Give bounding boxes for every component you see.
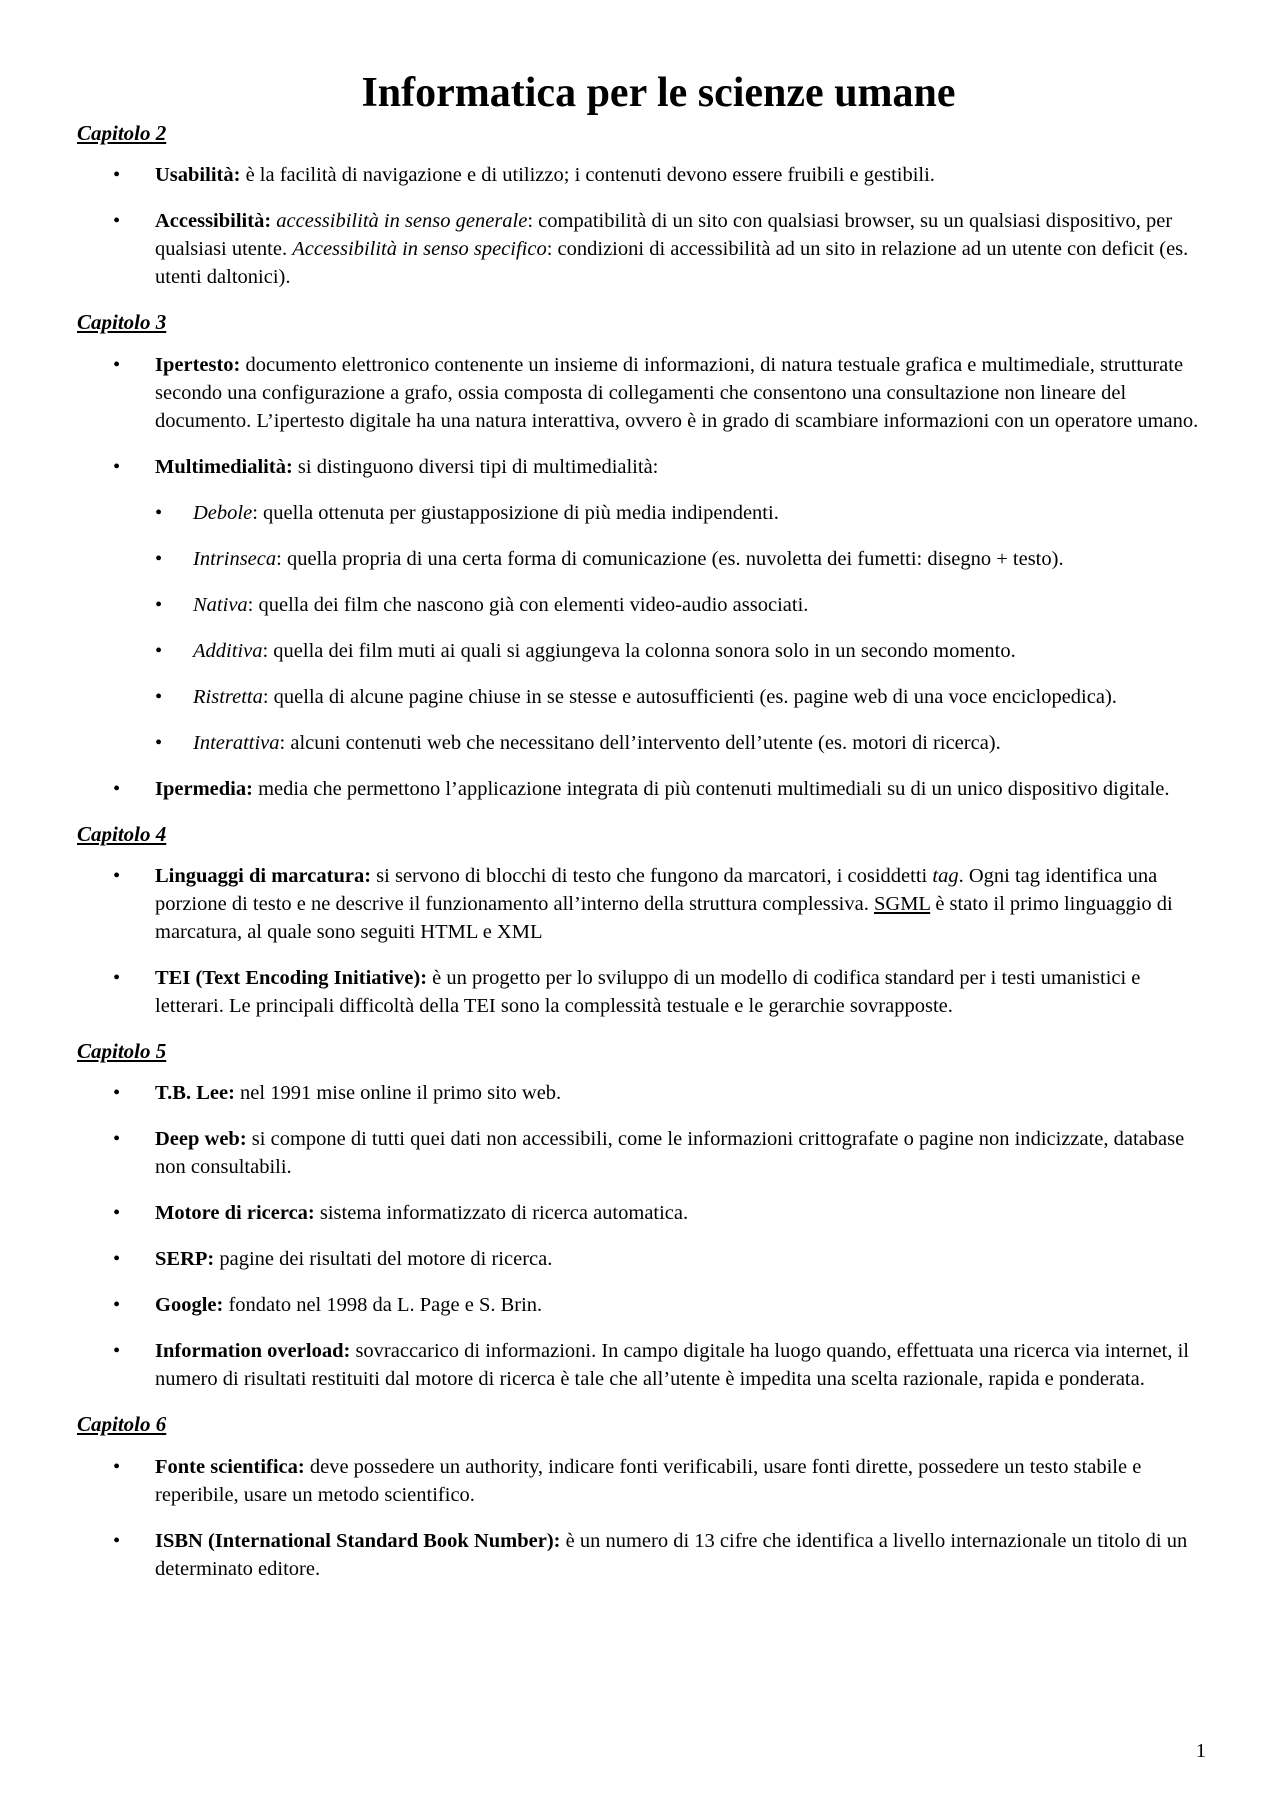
definition-linguaggi-part3: è stato il primo linguaggio di marcatura, al quale sono seguiti HTML e XML [155, 893, 1173, 944]
list-item [77, 1291, 1210, 1319]
definition-ristretta: : quella di alcune pagine chiuse in se stesse e autosufficienti (es. pagine web di una voce enciclopedica). [262, 685, 1117, 708]
italic-accessibilita-generale: accessibilità in senso generale [276, 210, 528, 233]
term-isbn: ISBN (International Standard Book Number): [155, 1529, 561, 1552]
term-google: Google: [155, 1294, 224, 1317]
term-information-overload: Information overload: [155, 1340, 351, 1363]
term-additiva: Additiva [193, 639, 263, 662]
term-nativa: Nativa [193, 593, 248, 616]
list-item-accessibilita [77, 207, 1210, 291]
chapter-6-list [77, 1453, 1210, 1583]
term-interattiva: Interattiva [193, 731, 280, 754]
list-item [77, 1199, 1210, 1227]
list-item [77, 1125, 1210, 1181]
chapter-heading-5: Capitolo 5 [77, 1039, 167, 1064]
sub-item-debole [155, 499, 1210, 527]
term-ipertesto: Ipertesto: [155, 353, 241, 376]
definition-serp: pagine dei risultati del motore di ricerca. [214, 1248, 553, 1271]
term-debole: Debole [193, 501, 253, 524]
sub-item-intrinseca [155, 545, 1210, 573]
term-ipermedia: Ipermedia: [155, 777, 253, 800]
list-item-ipermedia [77, 775, 1210, 803]
list-item [77, 1245, 1210, 1273]
term-multimedialita: Multimedialità: [155, 455, 293, 478]
underlined-sgml: SGML [873, 893, 931, 916]
definition-accessibilita-specifico: : condizioni di accessibilità ad un sito in relazione ad un utente con deficit (es. utenti daltonici). [155, 238, 1189, 289]
term-deep-web: Deep web: [155, 1128, 247, 1151]
list-item-multimedialita [77, 453, 1210, 757]
list-item [77, 1337, 1210, 1393]
definition-tb-lee: nel 1991 mise online il primo sito web. [234, 1082, 562, 1105]
definition-linguaggi-part1: si servono di blocchi di testo che fungono da marcatori, i cosiddetti [371, 865, 933, 888]
term-intrinseca: Intrinseca [193, 547, 277, 570]
list-item-linguaggi-marcatura [77, 862, 1210, 946]
sub-item-interattiva [155, 729, 1210, 757]
page-number: 1 [1195, 1740, 1206, 1762]
term-accessibilita: Accessibilità: [155, 210, 272, 233]
chapter-heading-4: Capitolo 4 [77, 821, 167, 846]
sub-item-ristretta [155, 683, 1210, 711]
chapter-heading-2: Capitolo 2 [77, 121, 167, 146]
definition-motore-ricerca: sistema informatizzato di ricerca automatica. [314, 1202, 689, 1225]
term-ristretta: Ristretta [193, 685, 263, 708]
term-linguaggi-marcatura: Linguaggi di marcatura: [155, 865, 372, 888]
chapter-5-list [77, 1079, 1210, 1393]
list-item-usabilita [77, 161, 1210, 189]
term-serp: SERP: [155, 1248, 215, 1271]
definition-tei: è un progetto per lo sviluppo di un modello di codifica standard per i testi umanistici e letterari. Le principali difficoltà della TEI sono la complessità testuale e le gerarchie sovrapposte. [155, 967, 1141, 1018]
chapter-heading-3: Capitolo 3 [77, 310, 167, 335]
definition-interattiva: : alcuni contenuti web che necessitano dell’intervento dell’utente (es. motori di ricerca). [279, 731, 1001, 754]
list-item [77, 1453, 1210, 1509]
definition-deep-web: si compone di tutti quei dati non accessibili, come le informazioni crittografate o pagine non indicizzate, database non consultabili. [155, 1128, 1185, 1179]
term-motore-ricerca: Motore di ricerca: [155, 1202, 315, 1225]
chapter-2-list [77, 161, 1210, 291]
definition-ipertesto: documento elettronico contenente un insieme di informazioni, di natura testuale grafica e multimediale, strutturate secondo una configurazione a grafo, ossia composta di collegamenti che consentono una consultazione non lineare del documento. L’ipertesto digitale ha una natura interattiva, ovvero è in grado di scambiare informazioni con un operatore umano. [155, 353, 1199, 432]
definition-isbn: è un numero di 13 cifre che identifica a livello internazionale un titolo di un determinato editore. [155, 1529, 1188, 1580]
definition-multimedialita: si distinguono diversi tipi di multimedialità: [292, 455, 659, 478]
term-fonte-scientifica: Fonte scientifica: [155, 1455, 305, 1478]
italic-accessibilita-specifico: Accessibilità in senso specifico [292, 238, 547, 261]
list-item [77, 1527, 1210, 1583]
sub-item-nativa [155, 591, 1210, 619]
definition-information-overload: sovraccarico di informazioni. In campo digitale ha luogo quando, effettuata una ricerca via internet, il numero di risultati restituiti dal motore di ricerca è tale che all’utente è impedita una scelta razionale, rapida e ponderata. [155, 1340, 1189, 1391]
list-item [77, 1079, 1210, 1107]
definition-fonte-scientifica: deve possedere un authority, indicare fonti verificabili, usare fonti dirette, possedere un testo stabile e reperibile, usare un metodo scientifico. [155, 1455, 1142, 1506]
definition-additiva: : quella dei film muti ai quali si aggiungeva la colonna sonora solo in un secondo momento. [262, 639, 1016, 662]
definition-linguaggi-part2: . Ogni tag identifica una porzione di testo e ne descrive il funzionamento all’interno della struttura complessiva. [155, 865, 1158, 916]
chapter-3-list [77, 351, 1210, 803]
list-item-tei [77, 964, 1210, 1020]
definition-intrinseca: : quella propria di una certa forma di comunicazione (es. nuvoletta dei fumetti: disegno + testo). [276, 547, 1064, 570]
definition-nativa: : quella dei film che nascono già con elementi video-audio associati. [247, 593, 809, 616]
chapter-4-list [77, 862, 1210, 1020]
definition-accessibilita-generale: : compatibilità di un sito con qualsiasi browser, su un qualsiasi dispositivo, per qualsiasi utente. [155, 210, 1173, 261]
term-usabilita: Usabilità: [155, 164, 241, 187]
sub-item-additiva [155, 637, 1210, 665]
definition-google: fondato nel 1998 da L. Page e S. Brin. [223, 1294, 543, 1317]
list-item-ipertesto [77, 351, 1210, 435]
definition-debole: : quella ottenuta per giustapposizione di più media indipendenti. [252, 501, 779, 524]
term-tb-lee: T.B. Lee: [155, 1082, 235, 1105]
term-tei: TEI (Text Encoding Initiative): [155, 967, 428, 990]
definition-ipermedia: media che permettono l’applicazione integrata di più contenuti multimediali su di un unico dispositivo digitale. [252, 777, 1170, 800]
definition-usabilita: è la facilità di navigazione e di utilizzo; i contenuti devono essere fruibili e gestibili. [240, 164, 935, 187]
chapter-heading-6: Capitolo 6 [77, 1412, 167, 1437]
document-title: Informatica per le scienze umane [361, 70, 956, 116]
multimedialita-sublist [155, 499, 1210, 757]
italic-tag: tag [932, 865, 959, 888]
